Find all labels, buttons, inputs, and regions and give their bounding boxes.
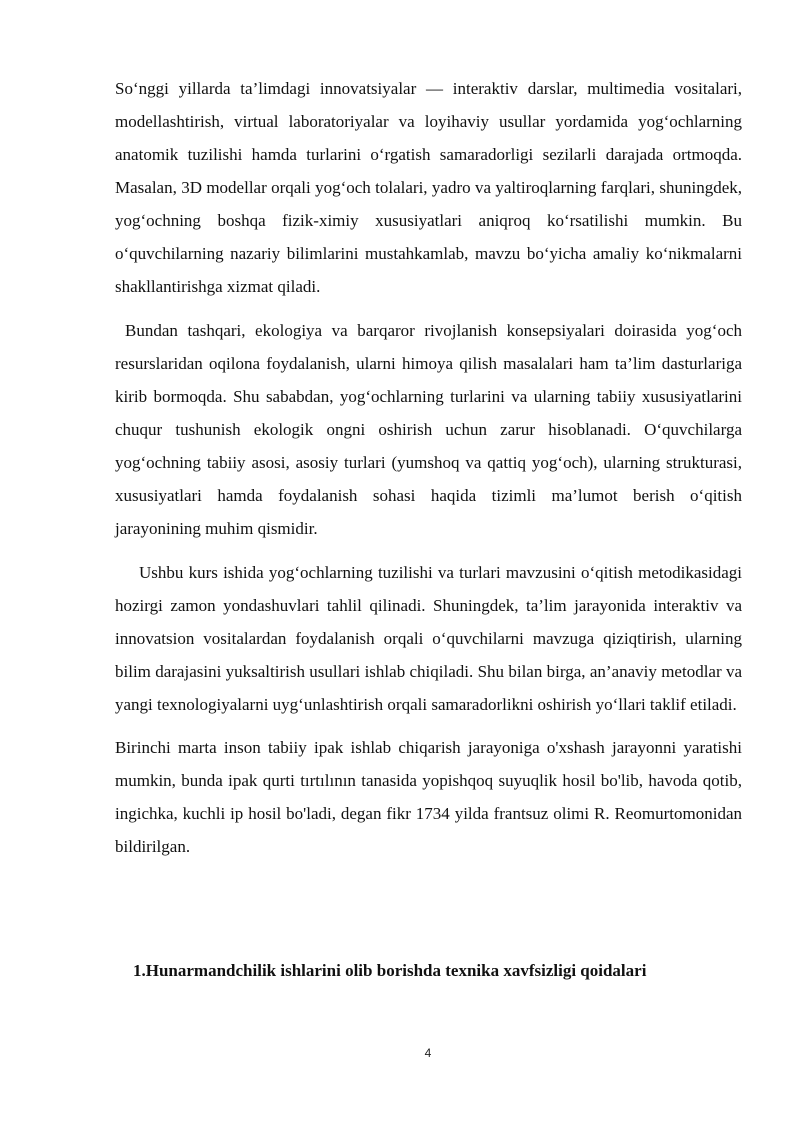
body-text — [115, 72, 742, 863]
paragraph-2: Bundan tashqari, ekologiya va barqaror rivojlanish konsepsiyalari doirasida yog‘och resurslaridan oqilona foydalanish, ularni himoya qilish masalalari ham ta’lim dasturlariga kirib bormoqda. Shu sababdan, yog‘ochlarning turlarini va ularning tabiiy xususiyatlarini chuqur tushunish ekologik ongni oshirish uchun zarur hisoblanadi. O‘quvchilarga yog‘ochning tabiiy asosi, asosiy turlari (yumshoq va qattiq yog‘och), ularning strukturasi, xususiyatlari hamda foydalanish sohasi haqida tizimli ma’lumot berish o‘qitish jarayonining muhim qismidir. — [115, 321, 742, 538]
paragraph-4: Birinchi marta inson tabiiy ipak ishlab chiqarish jarayoniga o'xshash jarayonni yaratishi mumkin, bunda ipak qurti tırtılının tanasida yopishqoq suyuqlik hosil bo'lib, havoda qotib, ingichka, kuchli ip hosil bo'ladi, degan fikr 1734 yilda frantsuz olimi R. Reomurtomonidan bildirilgan. — [115, 738, 742, 856]
paragraph-1: So‘nggi yillarda ta’limdagi innovatsiyalar — interaktiv darslar, multimedia vositalari, modellashtirish, virtual laboratoriyalar va loyihaviy usullar yordamida yog‘ochlarning anatomik tuzilishi hamda turlarini o‘rgatish samaradorligi sezilarli darajada ortmoqda. Masalan, 3D modellar orqali yog‘och tolalari, yadro va yaltiroqlarning farqlari, shuningdek, yog‘ochning boshqa fizik-ximiy xususiyatlari aniqroq ko‘rsatilishi mumkin. Bu o‘quvchilarning nazariy bilimlarini mustahkamlab, mavzu bo‘yicha amaliy ko‘nikmalarni shakllantirishga xizmat qiladi. — [115, 79, 742, 296]
page-number: 4 — [424, 1046, 432, 1060]
paragraph-3: Ushbu kurs ishida yog‘ochlarning tuzilishi va turlari mavzusini o‘qitish metodikasidagi hozirgi zamon yondashuvlari tahlil qilinadi. Shuningdek, ta’lim jarayonida interaktiv va innovatsion vositalardan foydalanish orqali o‘quvchilarni mavzuga qiziqtirish, ularning bilim darajasini yuksaltirish usullari ishlab chiqiladi. Shu bilan birga, an’anaviy metodlar va yangi texnologiyalarni uyg‘unlashtirish orqali samaradorlikni oshirish yo‘llari taklif etiladi. — [115, 563, 742, 714]
section-heading: 1.Hunarmandchilik ishlarini olib borishda texnika xavfsizligi qoidalari — [133, 961, 647, 980]
